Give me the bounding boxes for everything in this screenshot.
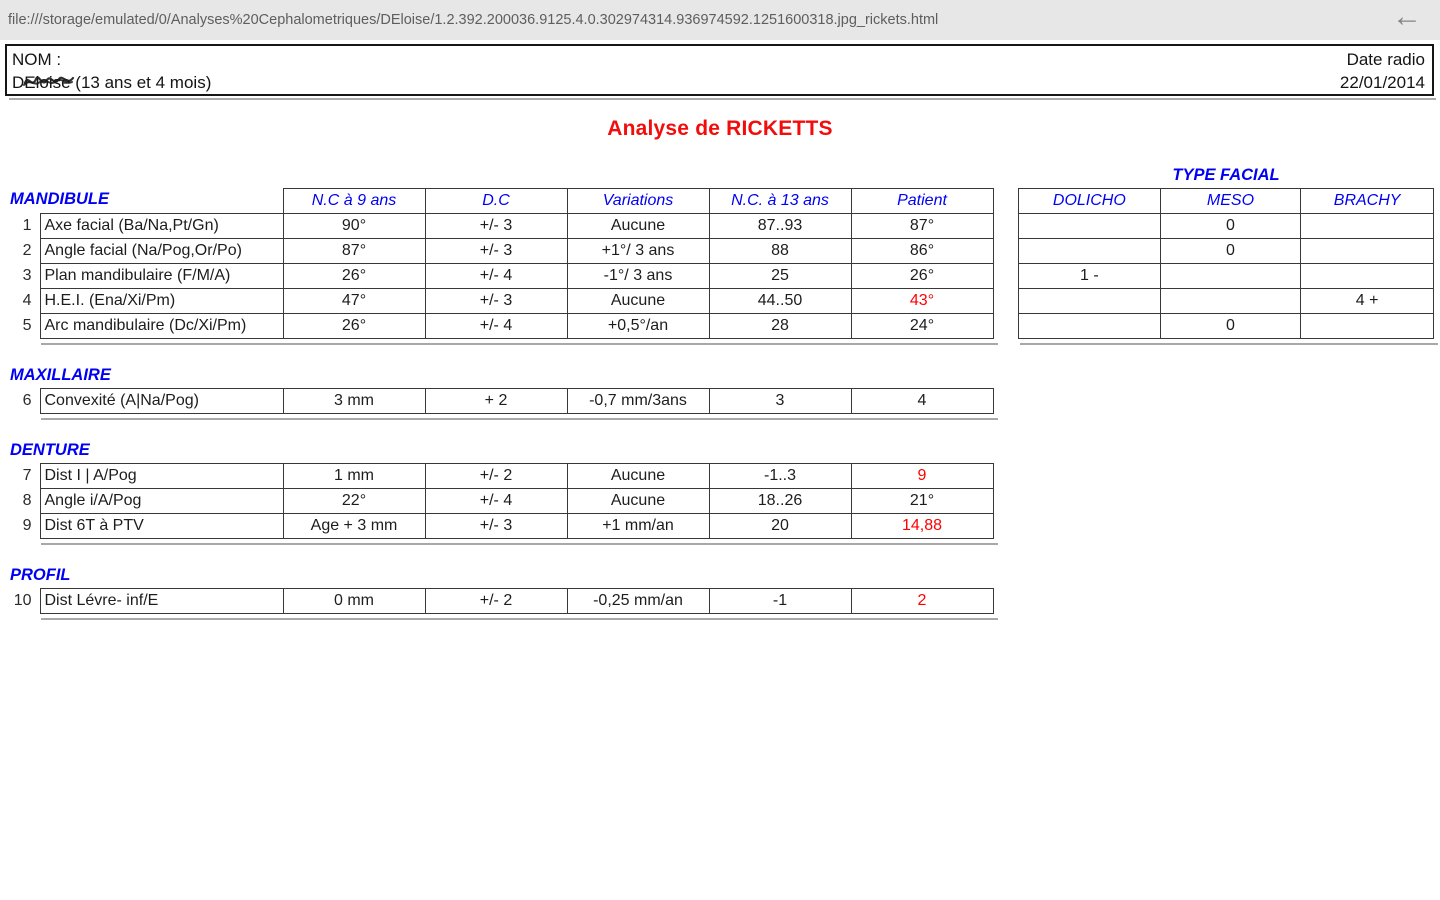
patient-name	[12, 71, 211, 94]
row-label-cell: H.E.I. (Ena/Xi/Pm)	[40, 289, 283, 314]
value-cell: 26°	[283, 264, 425, 289]
value-cell: Aucune	[567, 289, 709, 314]
value-cell: 24°	[851, 314, 993, 339]
row-number: 7	[22, 467, 32, 484]
value-cell: 90°	[283, 214, 425, 239]
col-header-patient: Patient	[851, 189, 993, 214]
date-radio-label: Date radio	[1346, 50, 1425, 69]
value-cell: +/- 2	[425, 589, 567, 614]
row-label-cell: Angle i/A/Pog	[40, 489, 283, 514]
value-cell: 26°	[283, 314, 425, 339]
value-cell: +/- 4	[425, 264, 567, 289]
table-row	[1019, 264, 1434, 289]
value-cell	[1019, 314, 1161, 339]
row-number: 3	[22, 267, 32, 284]
section-mandibule	[10, 188, 994, 344]
row-label-cell: Arc mandibulaire (Dc/Xi/Pm)	[40, 314, 283, 339]
value-cell: +/- 3	[425, 239, 567, 264]
table-row	[1019, 239, 1434, 264]
row-number: 8	[22, 492, 32, 509]
analysis-tables	[10, 188, 994, 619]
row-number: 2	[22, 242, 32, 259]
type-facial-header-row	[1019, 189, 1434, 214]
value-cell	[1019, 239, 1161, 264]
value-cell: +0,5°/an	[567, 314, 709, 339]
browser-address-bar[interactable]	[0, 0, 1440, 40]
value-cell: Aucune	[567, 464, 709, 489]
value-cell: 25	[709, 264, 851, 289]
type-facial-table	[1018, 188, 1434, 339]
table-row	[1019, 289, 1434, 314]
value-cell: 18..26	[709, 489, 851, 514]
value-cell: 4 +	[1301, 289, 1434, 314]
col-header-dolicho: DOLICHO	[1019, 189, 1161, 214]
value-cell: 88	[709, 239, 851, 264]
value-cell: 22°	[283, 489, 425, 514]
value-cell: +/- 4	[425, 314, 567, 339]
section-label-mandibule: MANDIBULE	[10, 190, 109, 208]
value-cell	[1019, 289, 1161, 314]
value-cell	[1301, 214, 1434, 239]
section-label-denture: DENTURE	[10, 441, 90, 459]
value-cell: +/- 3	[425, 214, 567, 239]
value-cell: 2	[851, 589, 993, 614]
type-facial-title: TYPE FACIAL	[1172, 166, 1280, 184]
row-label-cell: Plan mandibulaire (F/M/A)	[40, 264, 283, 289]
patient-name-text: DEloise (13 ans et 4 mois)	[12, 73, 212, 92]
value-cell: +1 mm/an	[567, 514, 709, 539]
value-cell: Aucune	[567, 489, 709, 514]
profil-table	[10, 588, 994, 614]
table-row	[10, 589, 993, 614]
table-row	[1019, 314, 1434, 339]
value-cell: -1..3	[709, 464, 851, 489]
value-cell: 4	[851, 389, 993, 414]
value-cell: +/- 2	[425, 464, 567, 489]
value-cell: 47°	[283, 289, 425, 314]
col-header-meso: MESO	[1160, 189, 1301, 214]
table-row	[10, 464, 993, 489]
value-cell: 0	[1160, 239, 1301, 264]
row-label-cell: Dist 6T à PTV	[40, 514, 283, 539]
value-cell: 86°	[851, 239, 993, 264]
table-row	[10, 489, 993, 514]
date-radio-value: 22/01/2014	[1339, 73, 1425, 92]
table-row	[10, 514, 993, 539]
value-cell: 43°	[851, 289, 993, 314]
value-cell: +/- 3	[425, 289, 567, 314]
table-row	[10, 214, 993, 239]
value-cell: -0,25 mm/an	[567, 589, 709, 614]
row-label-cell: Dist I | A/Pog	[40, 464, 283, 489]
back-arrow-icon[interactable]: ←	[1392, 0, 1422, 33]
value-cell: 20	[709, 514, 851, 539]
value-cell: 1 -	[1019, 264, 1161, 289]
section-profil	[10, 566, 994, 619]
value-cell	[1160, 264, 1301, 289]
value-cell	[1019, 214, 1161, 239]
col-header-dc: D.C	[425, 189, 567, 214]
maxillaire-table	[10, 388, 994, 414]
value-cell	[1301, 314, 1434, 339]
row-label-cell: Convexité (A|Na/Pog)	[40, 389, 283, 414]
value-cell: +/- 3	[425, 514, 567, 539]
value-cell: Aucune	[567, 214, 709, 239]
value-cell: Age + 3 mm	[283, 514, 425, 539]
value-cell: +1°/ 3 ans	[567, 239, 709, 264]
table-row	[1019, 214, 1434, 239]
row-number: 4	[22, 292, 32, 309]
type-facial-panel	[1018, 166, 1434, 344]
col-header-nc13: N.C. à 13 ans	[709, 189, 851, 214]
col-header-nc9: N.C à 9 ans	[283, 189, 425, 214]
table-row	[10, 239, 993, 264]
row-label-cell: Dist Lévre- inf/E	[40, 589, 283, 614]
section-denture	[10, 441, 994, 544]
value-cell: 21°	[851, 489, 993, 514]
row-number: 10	[13, 592, 32, 609]
value-cell: 87°	[283, 239, 425, 264]
value-cell: 0 mm	[283, 589, 425, 614]
mandibule-table	[10, 188, 994, 339]
value-cell: + 2	[425, 389, 567, 414]
table-row	[10, 314, 993, 339]
value-cell: 44..50	[709, 289, 851, 314]
table-row	[10, 389, 993, 414]
row-label-cell: Axe facial (Ba/Na,Pt/Gn)	[40, 214, 283, 239]
url-text: file:///storage/emulated/0/Analyses%20Cephalometriques/DEloise/1.2.392.200036.9125.4.0.302974314.936974592.1251600318.jpg_rickets.html	[8, 12, 939, 28]
value-cell: 87°	[851, 214, 993, 239]
page-title: Analyse de RICKETTS	[607, 117, 833, 140]
value-cell: +/- 4	[425, 489, 567, 514]
value-cell	[1301, 264, 1434, 289]
value-cell: 28	[709, 314, 851, 339]
row-number: 1	[22, 217, 32, 234]
row-number: 5	[22, 317, 32, 334]
patient-header	[5, 44, 1434, 96]
denture-table	[10, 463, 994, 539]
section-label-maxillaire: MAXILLAIRE	[10, 366, 111, 384]
value-cell: -1°/ 3 ans	[567, 264, 709, 289]
row-label-cell: Angle facial (Na/Pog,Or/Po)	[40, 239, 283, 264]
value-cell: 26°	[851, 264, 993, 289]
section-maxillaire	[10, 366, 994, 419]
row-number: 6	[22, 392, 32, 409]
value-cell: 0	[1160, 214, 1301, 239]
value-cell: 3	[709, 389, 851, 414]
section-label-profil: PROFIL	[10, 566, 71, 584]
value-cell: 0	[1160, 314, 1301, 339]
value-cell	[1160, 289, 1301, 314]
value-cell: 9	[851, 464, 993, 489]
column-header-row	[10, 189, 993, 214]
row-number: 9	[22, 517, 32, 534]
table-row	[10, 264, 993, 289]
value-cell: 14,88	[851, 514, 993, 539]
value-cell: -1	[709, 589, 851, 614]
table-row	[10, 289, 993, 314]
value-cell	[1301, 239, 1434, 264]
value-cell: 3 mm	[283, 389, 425, 414]
value-cell: 87..93	[709, 214, 851, 239]
value-cell: -0,7 mm/3ans	[567, 389, 709, 414]
value-cell: 1 mm	[283, 464, 425, 489]
col-header-brachy: BRACHY	[1301, 189, 1434, 214]
nom-label: NOM :	[12, 50, 62, 69]
col-header-variations: Variations	[567, 189, 709, 214]
